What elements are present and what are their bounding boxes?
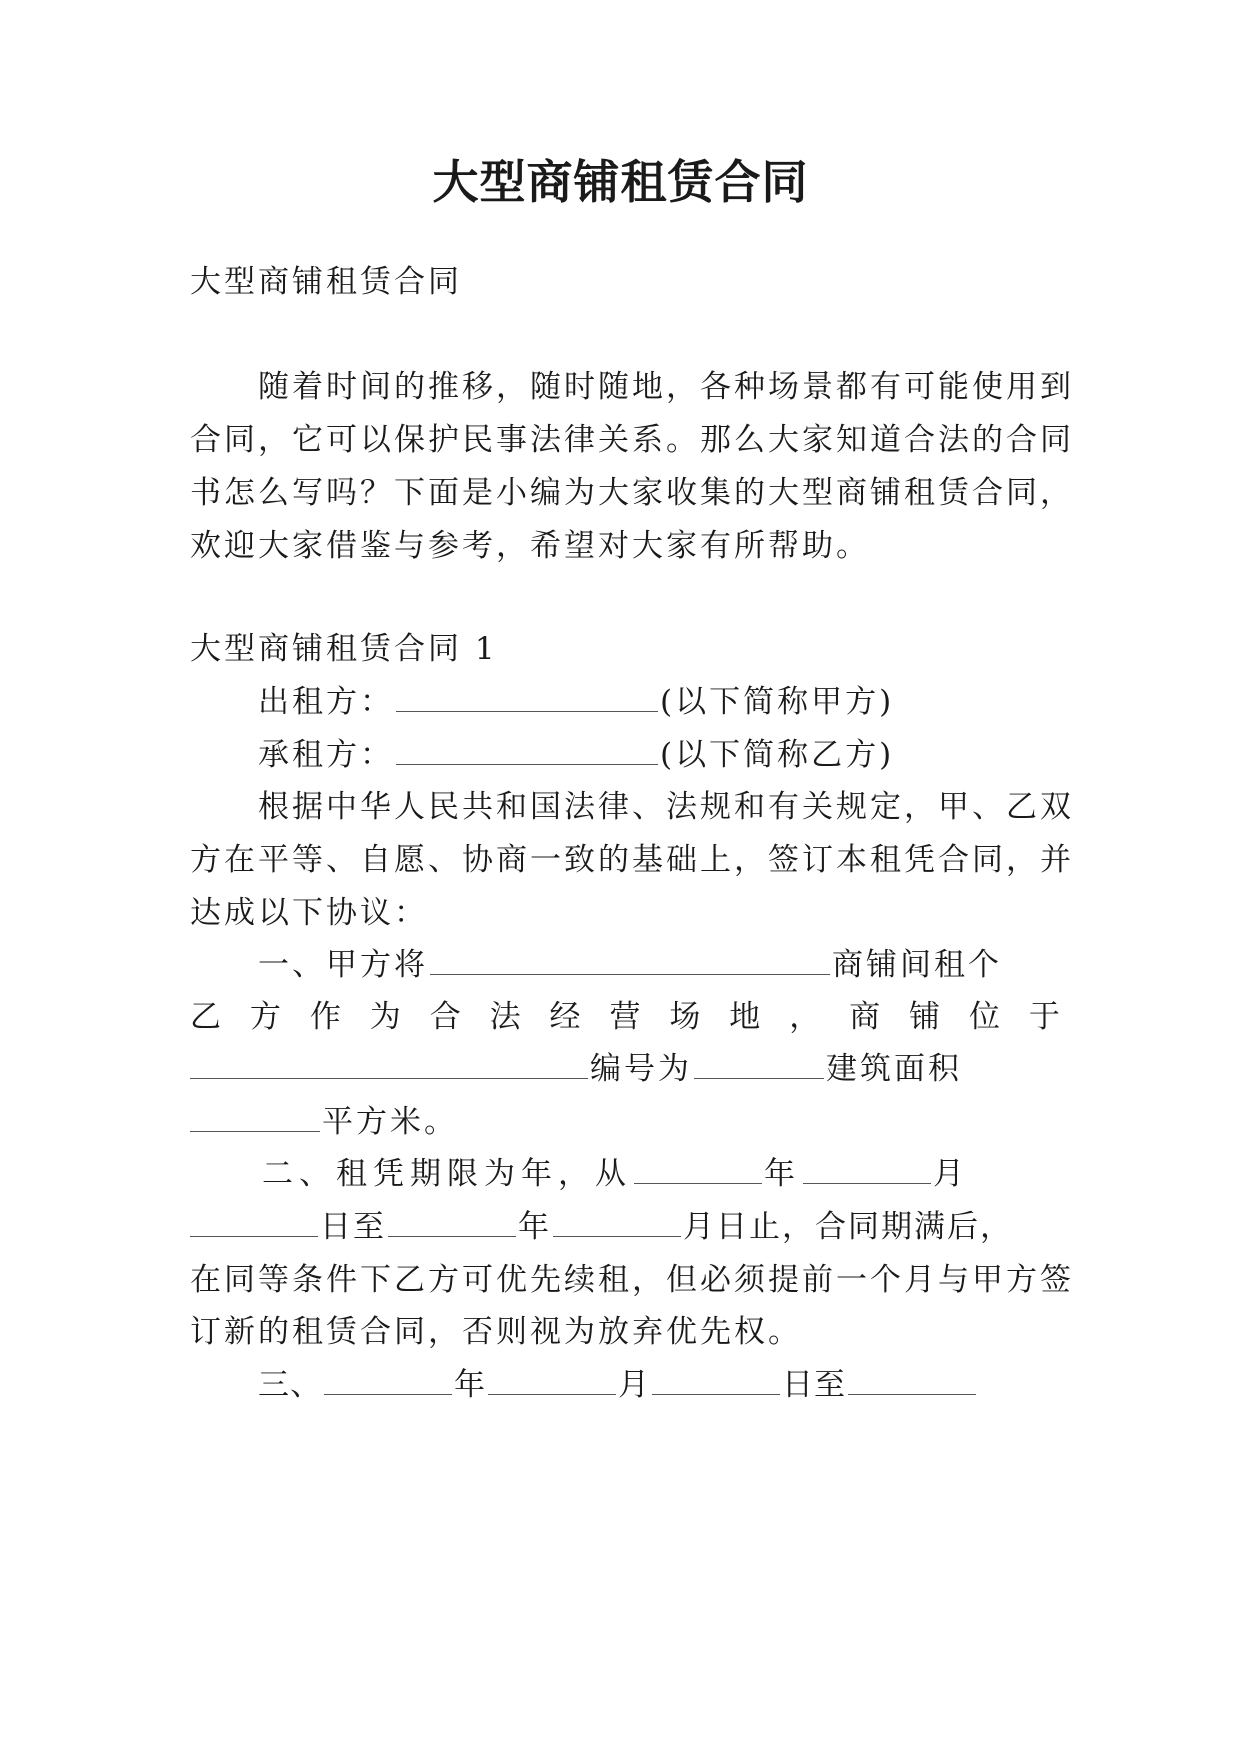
clause2-start-month-blank xyxy=(803,1153,931,1184)
clause2-end-year-label: 年 xyxy=(518,1209,551,1245)
clause1-suffix: 商铺间租个 xyxy=(832,947,1002,983)
preamble-line-2: 方在平等、自愿、协商一致的基础上，签订本租凭合同，并 xyxy=(190,842,1074,878)
clause2-line-4: 订新的租赁合同，否则视为放弃优先权。 xyxy=(190,1314,802,1350)
clause3-day-to: 日至 xyxy=(782,1367,846,1403)
lessor-blank xyxy=(396,681,658,712)
clause2-line-3: 在同等条件下乙方可优先续租，但必须提前一个月与甲方签 xyxy=(190,1262,1074,1298)
intro-line-1: 随着时间的推移，随时随地，各种场景都有可能使用到 xyxy=(258,369,1074,405)
preamble-line-1: 根据中华人民共和国法律、法规和有关规定，甲、乙双 xyxy=(258,789,1074,825)
intro-line-2: 合同，它可以保护民事法律关系。那么大家知道合法的合同 xyxy=(190,422,1074,458)
clause1-char: 方 xyxy=(249,999,281,1035)
clause1-char: 于 xyxy=(1028,999,1060,1035)
clause1-char: 营 xyxy=(609,999,641,1035)
clause1-char: 作 xyxy=(309,999,341,1035)
document-title: 大型商铺租赁合同 xyxy=(432,155,809,209)
clause2-start-year-blank xyxy=(634,1153,762,1184)
clause3-day-blank xyxy=(652,1364,780,1395)
clause1-char: 经 xyxy=(549,999,581,1035)
clause1-char: 商 xyxy=(849,999,881,1035)
clause2-end-month-blank xyxy=(553,1206,681,1237)
lessor-label: 出租方： xyxy=(258,684,394,720)
clause1-char: 地 xyxy=(729,999,761,1035)
clause1-line-4 xyxy=(190,1100,1060,1144)
lessee-note: (以下简称乙方) xyxy=(660,737,895,773)
clause1-char: 为 xyxy=(369,999,401,1035)
clause2-line-1 xyxy=(262,1152,1060,1196)
clause1-area-blank xyxy=(190,1101,320,1132)
clause2-end-year-blank xyxy=(388,1206,516,1237)
lessor-note: (以下简称甲方) xyxy=(660,684,895,720)
clause2-line-2 xyxy=(190,1205,1060,1249)
clause1-char: ， xyxy=(789,999,821,1035)
clause3-year-blank xyxy=(324,1364,452,1395)
clause1-char: 位 xyxy=(968,999,1000,1035)
clause1-shop-blank xyxy=(430,944,830,975)
clause1-line-2 xyxy=(190,995,1060,1039)
clause1-number-blank xyxy=(694,1048,824,1079)
clause2-month-day-end: 月日止，合同期满后， xyxy=(683,1209,1013,1245)
clause1-char: 法 xyxy=(489,999,521,1035)
clause1-line-1 xyxy=(258,943,1060,987)
lessor-line xyxy=(258,680,1060,724)
clause1-location-blank xyxy=(190,1048,588,1079)
clause3-line-1 xyxy=(258,1363,1060,1407)
clause3-prefix: 三、 xyxy=(258,1367,322,1403)
clause1-unit: 平方米。 xyxy=(322,1104,458,1140)
clause1-char: 场 xyxy=(669,999,701,1035)
lessee-label: 承租方： xyxy=(258,737,394,773)
clause1-char: 乙 xyxy=(190,999,221,1035)
clause2-year-label: 年 xyxy=(764,1156,801,1192)
clause1-char: 铺 xyxy=(909,999,941,1035)
clause1-line-3 xyxy=(190,1047,1060,1091)
clause1-prefix: 一、甲方将 xyxy=(258,947,428,983)
clause2-month-label: 月 xyxy=(933,1156,970,1192)
clause2-day-to: 日至 xyxy=(320,1209,386,1245)
clause3-month-label: 月 xyxy=(618,1367,650,1403)
clause1-area-label: 建筑面积 xyxy=(826,1051,962,1087)
clause3-end-blank xyxy=(848,1364,976,1395)
intro-line-3: 书怎么写吗？下面是小编为大家收集的大型商铺租赁合同， xyxy=(190,475,1074,511)
section-title: 大型商铺租赁合同 1 xyxy=(190,631,498,667)
document-heading: 大型商铺租赁合同 xyxy=(190,264,462,300)
clause1-numbered-as: 编号为 xyxy=(590,1051,692,1087)
clause3-year-label: 年 xyxy=(454,1367,486,1403)
clause1-char: 合 xyxy=(429,999,461,1035)
clause3-month-blank xyxy=(488,1364,616,1395)
lessee-blank xyxy=(396,734,658,765)
preamble-line-3: 达成以下协议： xyxy=(190,895,428,931)
intro-line-4: 欢迎大家借鉴与参考，希望对大家有所帮助。 xyxy=(190,528,870,564)
clause2-prefix: 二、租凭期限为年，从 xyxy=(262,1156,632,1192)
clause2-start-day-blank xyxy=(190,1206,318,1237)
lessee-line xyxy=(258,733,1060,777)
